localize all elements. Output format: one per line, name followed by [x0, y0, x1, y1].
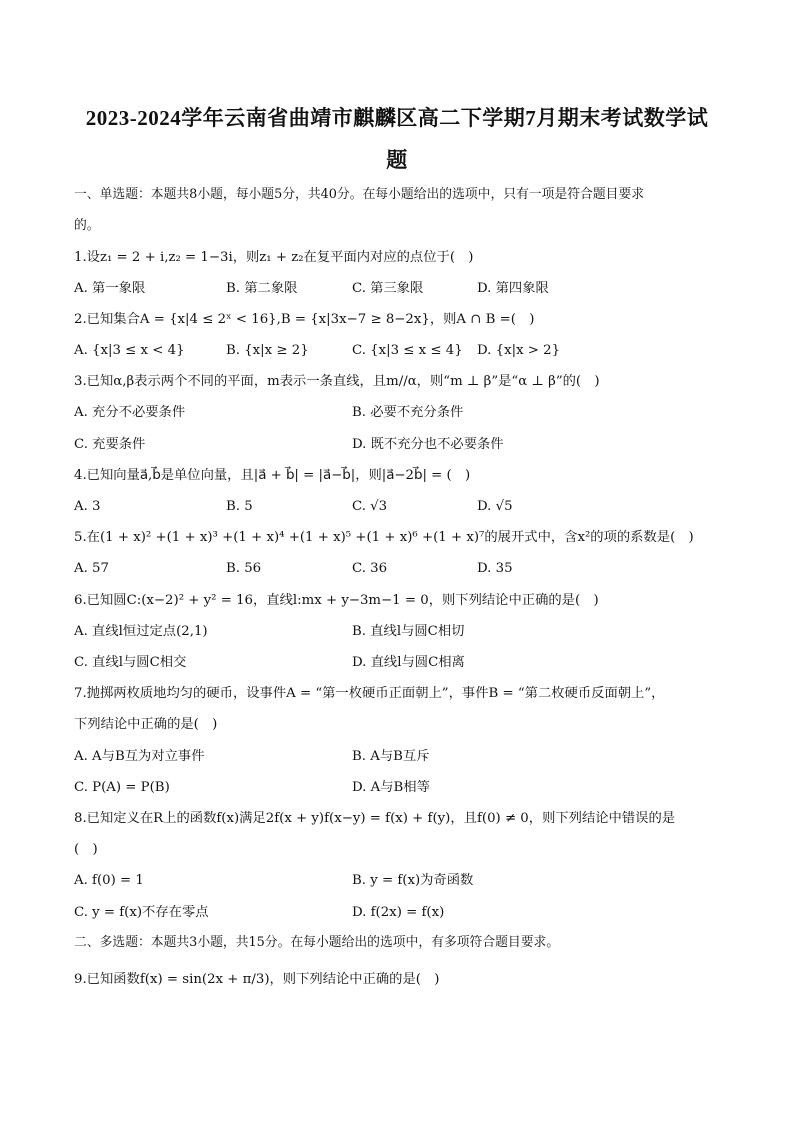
- question-2-option-b: B. {x|x ≥ 2}: [226, 343, 309, 358]
- question-6-option-d: D. 直线l与圆C相离: [352, 655, 465, 670]
- question-8-option-a: A. f(0) = 1: [74, 873, 144, 888]
- question-2-stem: 2.已知集合A = {x|4 ≤ 2ˣ < 16},B = {x|3x−7 ≥ 8−2x}，则A ∩ B =( ): [74, 312, 535, 327]
- question-7-stem: 7.抛掷两枚质地均匀的硬币，设事件A = “第一枚硬币正面朝上”，事件B = “第二枚硬币反面朝上”，: [74, 686, 665, 701]
- question-1-option-a: A. 第一象限: [74, 281, 146, 296]
- question-4-stem: 4.已知向量a⃗,b⃗是单位向量，且|a⃗ + b⃗| = |a⃗−b⃗|，则|a⃗−2b⃗| = ( ): [74, 468, 471, 483]
- question-5-stem: 5.在(1 + x)² +(1 + x)³ +(1 + x)⁴ +(1 + x)⁵ +(1 + x)⁶ +(1 + x)⁷的展开式中，含x²的项的系数是( ): [74, 530, 694, 545]
- question-6-option-a: A. 直线l恒过定点(2,1): [74, 624, 208, 639]
- question-5-option-c: C. 36: [352, 561, 388, 576]
- question-8-option-d: D. f(2x) = f(x): [352, 905, 445, 920]
- question-4-option-a: A. 3: [74, 499, 101, 514]
- question-8-stem-cont: ( ): [74, 842, 98, 857]
- question-3-stem: 3.已知α,β表示两个不同的平面，m表示一条直线，且m//α，则“m ⊥ β”是“α ⊥ β”的( ): [74, 374, 600, 389]
- question-1-option-d: D. 第四象限: [477, 281, 549, 296]
- question-5-option-d: D. 35: [477, 561, 513, 576]
- question-2-option-c: C. {x|3 ≤ x ≤ 4}: [352, 343, 463, 358]
- section-2-heading: 二、多选题：本题共3小题，共15分。在每小题给出的选项中，有多项符合题目要求。: [74, 935, 560, 950]
- question-6-stem: 6.已知圆C:(x−2)² + y² = 16，直线l:mx + y−3m−1 = 0，则下列结论中正确的是( ): [74, 593, 599, 608]
- question-8-option-c: C. y = f(x)不存在零点: [74, 905, 209, 920]
- question-7-option-a: A. A与B互为对立事件: [74, 749, 205, 764]
- question-1-stem: 1.设z₁ = 2 + i,z₂ = 1−3i，则z₁ + z₂在复平面内对应的点位于( ): [74, 250, 474, 265]
- question-7-stem-cont: 下列结论中正确的是( ): [74, 717, 218, 732]
- question-3-option-b: B. 必要不充分条件: [352, 405, 464, 420]
- question-1-option-c: C. 第三象限: [352, 281, 424, 296]
- question-7-option-c: C. P(A) = P(B): [74, 780, 170, 795]
- section-1-heading: 一、单选题：本题共8小题，每小题5分，共40分。在每小题给出的选项中，只有一项是符合题目要求: [74, 187, 645, 202]
- question-7-option-d: D. A与B相等: [352, 780, 430, 795]
- question-1-option-b: B. 第二象限: [226, 281, 298, 296]
- question-3-option-c: C. 充要条件: [74, 437, 146, 452]
- question-5-option-b: B. 56: [226, 561, 262, 576]
- question-6-option-b: B. 直线l与圆C相切: [352, 624, 465, 639]
- question-3-option-d: D. 既不充分也不必要条件: [352, 437, 504, 452]
- question-5-option-a: A. 57: [74, 561, 109, 576]
- exam-title-line2: 题: [386, 148, 408, 172]
- question-3-option-a: A. 充分不必要条件: [74, 405, 186, 420]
- question-4-option-d: D. √5: [477, 499, 513, 514]
- exam-title-line1: 2023-2024学年云南省曲靖市麒麟区高二下学期7月期末考试数学试: [85, 106, 709, 130]
- question-9-stem: 9.已知函数f(x) = sin(2x + π/3)，则下列结论中正确的是( ): [74, 972, 440, 987]
- question-8-stem: 8.已知定义在R上的函数f(x)满足2f(x + y)f(x−y) = f(x) + f(y)，且f(0) ≠ 0，则下列结论中错误的是: [74, 811, 676, 826]
- section-1-heading-cont: 的。: [74, 218, 100, 233]
- question-6-option-c: C. 直线l与圆C相交: [74, 655, 187, 670]
- question-4-option-b: B. 5: [226, 499, 253, 514]
- question-7-option-b: B. A与B互斥: [352, 749, 430, 764]
- question-4-option-c: C. √3: [352, 499, 388, 514]
- question-2-option-a: A. {x|3 ≤ x < 4}: [74, 343, 185, 358]
- question-8-option-b: B. y = f(x)为奇函数: [352, 873, 474, 888]
- question-2-option-d: D. {x|x > 2}: [477, 343, 561, 358]
